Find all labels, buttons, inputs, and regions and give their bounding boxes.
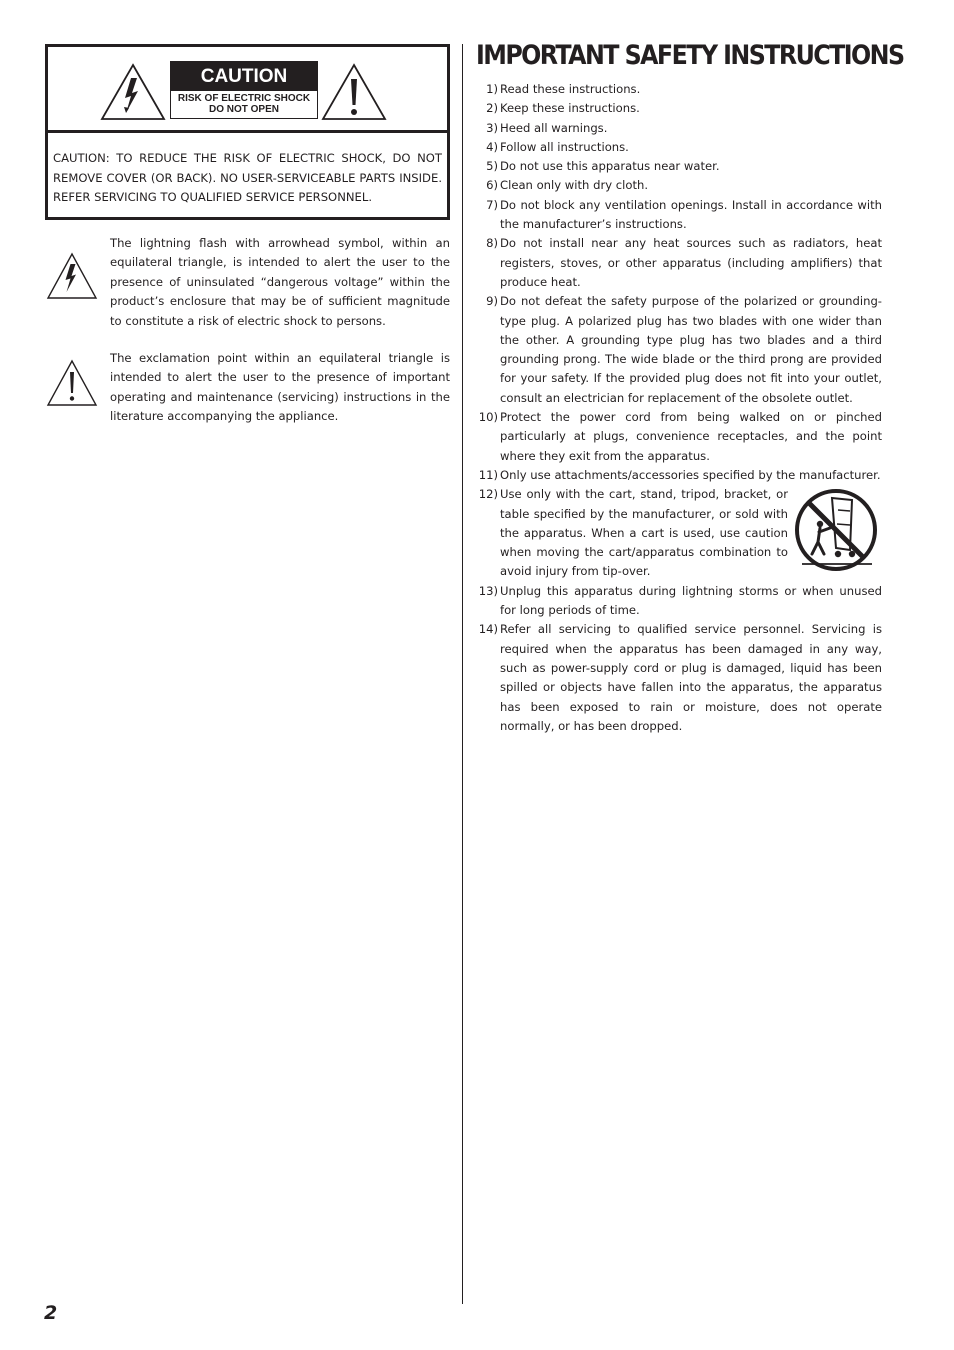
list-item bbox=[474, 466, 882, 485]
list-item bbox=[474, 408, 882, 466]
item-text: Read these instructions. bbox=[500, 82, 641, 96]
exclamation-triangle-icon bbox=[321, 63, 387, 121]
item-number: 3) bbox=[486, 120, 498, 135]
item-number: 11) bbox=[478, 467, 498, 482]
item-text: Do not install near any heat sources such as radiators, heat registers, stoves, or other apparatus (including amplifiers) that produce heat. bbox=[500, 236, 882, 289]
list-item bbox=[474, 620, 882, 736]
list-item bbox=[474, 157, 882, 176]
list-item bbox=[474, 80, 882, 99]
item-number: 2) bbox=[486, 101, 498, 116]
item-text: Heed all warnings. bbox=[500, 120, 608, 135]
instructions-list bbox=[474, 80, 882, 736]
list-item bbox=[474, 99, 882, 118]
cart-tip-over-icon bbox=[792, 488, 880, 572]
caution-label-subtitle bbox=[171, 91, 317, 115]
item-text: Unplug this apparatus during lightning storms or when unused for long periods of time. bbox=[500, 583, 882, 618]
item-text: Refer all servicing to qualified service personnel. Servicing is required when the apparatus has been damaged in any way, such as power-supply cord or plug is damaged, liquid has been spilled or objects have fallen into the apparatus, the apparatus has been exposed to rain or moisture, does not operate normally, or has been dropped. bbox=[500, 622, 882, 733]
item-number: 14) bbox=[478, 622, 498, 637]
lightning-triangle-icon bbox=[100, 63, 166, 121]
exclamation-triangle-icon bbox=[46, 359, 98, 407]
caution-header bbox=[48, 47, 447, 133]
list-item bbox=[474, 119, 882, 138]
page-number: 2 bbox=[44, 1302, 58, 1324]
item-text: Do not defeat the safety purpose of the polarized or grounding-type plug. A polarized plug has two blades with one wider than the other. A grounding type plug has two blades and a third grounding prong. The wide blade or the third prong are provided for your safety. If the provided plug does not fit into your outlet, consult an electrician for replacement of the obsolete outlet. bbox=[500, 294, 882, 405]
item-number: 5) bbox=[486, 159, 498, 174]
exclamation-explanation-text: The exclamation point within an equilateral triangle is intended to alert the user to the presence of important operating and maintenance (servicing) instructions in the literature accompanying the appliance. bbox=[110, 351, 450, 424]
item-number: 12) bbox=[478, 487, 498, 502]
caution-label bbox=[170, 61, 318, 119]
list-item bbox=[474, 582, 882, 621]
lightning-explanation-text: The lightning flash with arrowhead symbol, within an equilateral triangle, is intended to alert the user to the presence of uninsulated “dangerous voltage” within the product’s enclosure that may be of sufficient magnitude to constitute a risk of electric shock to persons. bbox=[110, 236, 450, 328]
item-text: Use only with the cart, stand, tripod, bracket, or table specified by the manufacturer, or sold with the apparatus. When a cart is used, use caution when moving the cart/apparatus combination to avoid injury from tip-over. bbox=[500, 487, 788, 579]
item-number: 8) bbox=[486, 236, 498, 251]
column-divider bbox=[462, 44, 463, 1304]
lightning-triangle-icon bbox=[46, 252, 98, 300]
item-text: Follow all instructions. bbox=[500, 139, 629, 154]
item-text: Keep these instructions. bbox=[500, 101, 640, 116]
item-text: Protect the power cord from being walked on or pinched particularly at plugs, convenience receptacles, and the point where they exit from the apparatus. bbox=[500, 410, 882, 463]
list-item bbox=[474, 138, 882, 157]
item-text: Do not block any ventilation openings. Install in accordance with the manufacturer’s instructions. bbox=[500, 197, 882, 232]
list-item bbox=[474, 176, 882, 195]
item-number: 6) bbox=[486, 178, 498, 193]
item-text: Only use attachments/accessories specified by the manufacturer. bbox=[500, 467, 881, 482]
caution-label-line2: DO NOT OPEN bbox=[208, 104, 279, 115]
caution-label-line1: RISK OF ELECTRIC SHOCK bbox=[177, 93, 311, 104]
item-number: 9) bbox=[486, 294, 498, 309]
list-item bbox=[474, 292, 882, 408]
item-number: 4) bbox=[486, 139, 498, 154]
caution-text: CAUTION: TO REDUCE THE RISK OF ELECTRIC SHOCK, DO NOT REMOVE COVER (OR BACK). NO USER-SERVICEABLE PARTS INSIDE. REFER SERVICING TO QUALIFIED SERVICE PERSONNEL. bbox=[53, 151, 442, 204]
item-number: 13) bbox=[478, 583, 498, 598]
list-item bbox=[474, 196, 882, 235]
item-number: 1) bbox=[486, 82, 498, 96]
item-text: Do not use this apparatus near water. bbox=[500, 159, 720, 174]
item-text: Clean only with dry cloth. bbox=[500, 178, 649, 193]
page-title: IMPORTANT SAFETY INSTRUCTIONS bbox=[476, 40, 904, 71]
caution-label-title: CAUTION bbox=[171, 62, 317, 91]
item-number: 10) bbox=[478, 410, 498, 425]
caution-box bbox=[45, 44, 450, 220]
list-item bbox=[474, 234, 882, 292]
item-number: 7) bbox=[486, 197, 498, 212]
